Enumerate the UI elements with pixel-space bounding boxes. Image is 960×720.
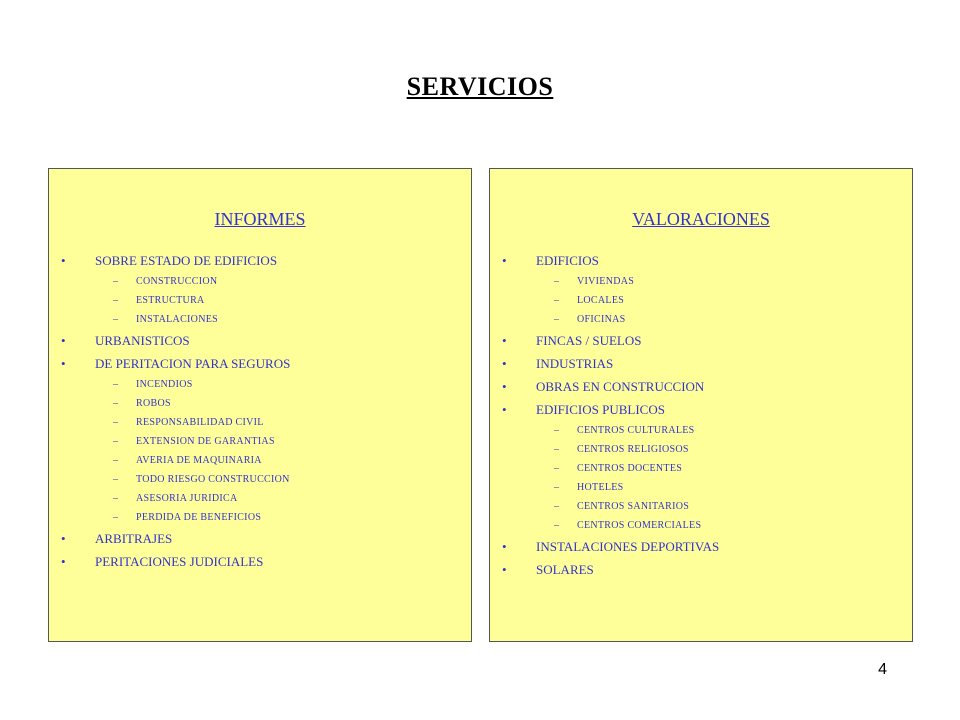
list-item-label: EDIFICIOS PUBLICOS xyxy=(536,402,665,417)
list-item xyxy=(490,558,912,581)
list-subitem xyxy=(49,375,471,394)
list-item-label: EXTENSION DE GARANTIAS xyxy=(136,436,275,447)
list-item-label: DE PERITACION PARA SEGUROS xyxy=(95,356,291,371)
dash-icon: – xyxy=(113,379,119,390)
list-item xyxy=(49,329,471,352)
dash-icon: – xyxy=(113,295,119,306)
list-item-label: ARBITRAJES xyxy=(95,531,173,546)
list-item xyxy=(490,329,912,352)
list-item-label: CENTROS CULTURALES xyxy=(577,425,695,436)
list-item xyxy=(49,550,471,573)
list-subitem xyxy=(490,459,912,478)
item-list-informes xyxy=(49,249,471,573)
list-subitem xyxy=(49,413,471,432)
panel-valoraciones xyxy=(489,168,913,642)
dash-icon: – xyxy=(554,425,560,436)
panel-heading-informes[interactable]: INFORMES xyxy=(214,209,306,229)
list-subitem xyxy=(49,470,471,489)
dash-icon: – xyxy=(554,295,560,306)
dash-icon: – xyxy=(113,436,119,447)
list-item-label: URBANISTICOS xyxy=(95,333,190,348)
list-item xyxy=(490,352,912,375)
list-item xyxy=(49,249,471,272)
list-subitem xyxy=(490,478,912,497)
list-item-label: OBRAS EN CONSTRUCCION xyxy=(536,379,705,394)
list-item-label: CENTROS DOCENTES xyxy=(577,463,683,474)
list-subitem xyxy=(490,516,912,535)
list-item xyxy=(490,375,912,398)
list-item-label: EDIFICIOS xyxy=(536,253,599,268)
bullet-icon: • xyxy=(61,356,66,371)
dash-icon: – xyxy=(113,455,119,466)
list-item xyxy=(490,535,912,558)
list-subitem xyxy=(49,272,471,291)
list-item-label: FINCAS / SUELOS xyxy=(536,333,642,348)
dash-icon: – xyxy=(554,520,560,531)
list-subitem xyxy=(490,272,912,291)
list-subitem xyxy=(49,489,471,508)
list-item-label: RESPONSABILIDAD CIVIL xyxy=(136,417,264,428)
list-item-label: VIVIENDAS xyxy=(577,276,635,287)
list-item-label: CONSTRUCCION xyxy=(136,276,218,287)
list-item-label: CENTROS SANITARIOS xyxy=(577,501,690,512)
list-item-label: LOCALES xyxy=(577,295,625,306)
list-item xyxy=(49,352,471,375)
list-subitem xyxy=(490,440,912,459)
list-subitem xyxy=(490,310,912,329)
list-subitem xyxy=(49,432,471,451)
list-item-label: PERITACIONES JUDICIALES xyxy=(95,554,264,569)
dash-icon: – xyxy=(113,276,119,287)
list-item-label: TODO RIESGO CONSTRUCCION xyxy=(136,474,290,485)
bullet-icon: • xyxy=(502,402,507,417)
list-item-label: HOTELES xyxy=(577,482,624,493)
list-subitem xyxy=(490,497,912,516)
bullet-icon: • xyxy=(502,333,507,348)
dash-icon: – xyxy=(113,474,119,485)
dash-icon: – xyxy=(113,512,119,523)
bullet-icon: • xyxy=(61,253,66,268)
panel-informes xyxy=(48,168,472,642)
list-subitem xyxy=(490,421,912,440)
page-title: SERVICIOS xyxy=(406,72,554,101)
list-item-label: CENTROS COMERCIALES xyxy=(577,520,702,531)
dash-icon: – xyxy=(113,398,119,409)
list-item-label: OFICINAS xyxy=(577,314,626,325)
dash-icon: – xyxy=(554,463,560,474)
list-item-label: SOBRE ESTADO DE EDIFICIOS xyxy=(95,253,278,268)
dash-icon: – xyxy=(554,276,560,287)
bullet-icon: • xyxy=(502,253,507,268)
list-item-label: PERDIDA DE BENEFICIOS xyxy=(136,512,262,523)
list-item xyxy=(49,527,471,550)
list-item-label: INCENDIOS xyxy=(136,379,193,390)
list-subitem xyxy=(49,451,471,470)
list-subitem xyxy=(49,291,471,310)
bullet-icon: • xyxy=(502,379,507,394)
dash-icon: – xyxy=(554,314,560,325)
list-item-label: INDUSTRIAS xyxy=(536,356,614,371)
list-subitem xyxy=(490,291,912,310)
dash-icon: – xyxy=(554,444,560,455)
bullet-icon: • xyxy=(61,531,66,546)
bullet-icon: • xyxy=(61,554,66,569)
list-item-label: ROBOS xyxy=(136,398,171,409)
bullet-icon: • xyxy=(502,562,507,577)
dash-icon: – xyxy=(113,314,119,325)
bullet-icon: • xyxy=(502,356,507,371)
list-item-label: INSTALACIONES DEPORTIVAS xyxy=(536,539,720,554)
dash-icon: – xyxy=(554,501,560,512)
bullet-icon: • xyxy=(61,333,66,348)
list-item-label: CENTROS RELIGIOSOS xyxy=(577,444,689,455)
item-list-valoraciones xyxy=(490,249,912,581)
list-item xyxy=(490,249,912,272)
list-item-label: ASESORIA JURIDICA xyxy=(136,493,238,504)
panel-heading-valoraciones[interactable]: VALORACIONES xyxy=(632,209,770,229)
list-item xyxy=(490,398,912,421)
list-item-label: INSTALACIONES xyxy=(136,314,218,325)
bullet-icon: • xyxy=(502,539,507,554)
list-item-label: SOLARES xyxy=(536,562,594,577)
list-subitem xyxy=(49,394,471,413)
list-item-label: ESTRUCTURA xyxy=(136,295,205,306)
dash-icon: – xyxy=(113,417,119,428)
dash-icon: – xyxy=(554,482,560,493)
list-subitem xyxy=(49,508,471,527)
page-number: 4 xyxy=(878,661,887,678)
list-item-label: AVERIA DE MAQUINARIA xyxy=(136,455,262,466)
dash-icon: – xyxy=(113,493,119,504)
list-subitem xyxy=(49,310,471,329)
